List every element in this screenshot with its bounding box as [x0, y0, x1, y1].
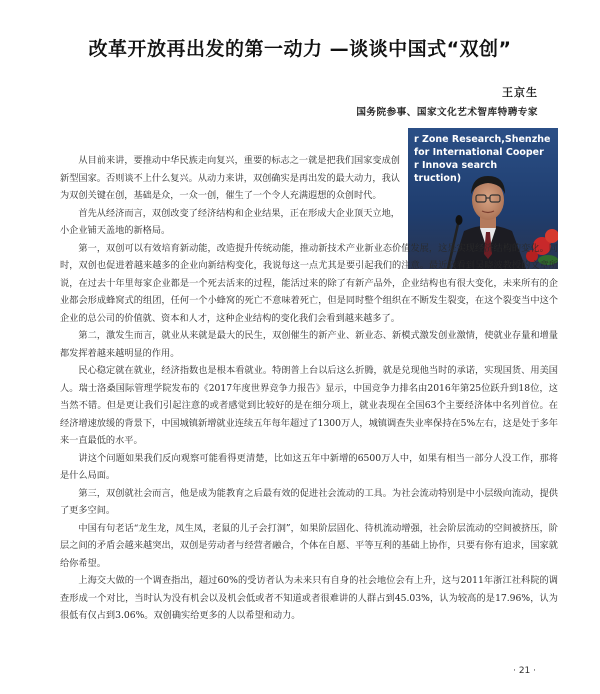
article-title: 改革开放再出发的第一动力 —谈谈中国式“双创”	[88, 38, 512, 60]
banner-line-4: truction)	[414, 173, 462, 184]
banner-line-3: r Innova search	[414, 160, 498, 171]
paragraph-8: 中国有句老话“龙生龙，凤生凤，老鼠的儿子会打洞”，如果阶层固化、待机流动增强，社会阶层流动的空间被挤压，阶层之间的矛盾会越来越突出，双创是劳动者与经营者融合，个体在自愿、平等互利的基础上协作，只要有你有追求，国家就给你希望。	[60, 522, 558, 569]
paragraph-9: 上海交大做的一个调查指出，超过60%的受访者认为未来只有自身的社会地位会有上升，这与2011年浙江社科院的调查形成一个对比，当时认为没有机会以及机会低或者不知道或者很难讲的人群占到45.03%，认为较高的是17.96%，认为很低有仅占到3.06%。双创确实给更多的人以希望和动力。	[60, 575, 558, 621]
banner-line-2: for International Cooper	[414, 147, 544, 158]
author-affiliation: 国务院参事、国家文化艺术智库特聘专家	[356, 107, 538, 118]
paragraph-3: 第一，双创可以有效培育新动能，改造提升传统动能，推动新技术产业新业态价值发展，这是实现经济结构的变化。同时，双创也促进着越来越多的企业向新结构变化，我说每这一点尤其是要引起我们的注意。最近我看到吴晓波教授的文章所说，在过去十年里每家企业都是一个死去活来的过程，能活过来的除了有新产品外，企业结构也有很大变化，未来所有的企业都会形成蜂窝式的组团，任何一个小蜂窝的死亡不意味着死亡，但是同时整个组织在不断发生裂变，在这个裂变当中这个企业的总公司的价值就、资本和人才，这种企业结构的变化我们会看到越来越多了。	[60, 242, 558, 324]
page-number: · 21 ·	[513, 666, 536, 676]
paragraph-2: 首先从经济而言，双创改变了经济结构和企业结果，正在形成大企业顶天立地，小企业铺天盖地的新格局。	[60, 207, 400, 236]
paragraph-4: 第二，激发生而言，就业从来就是最大的民生，双创催生的新产业、新业态、新模式激发创业激情，使就业存量和增量都发挥着越来越明显的作用。	[60, 330, 558, 359]
paragraph-6: 讲这个问题如果我们反向观察可能看得更清楚，比如这五年中新增的6500万人中，如果有相当一部分人没工作，那将是什么局面。	[60, 452, 558, 481]
article-body	[60, 152, 558, 625]
paragraph-1: 从目前来讲，要推动中华民族走向复兴，重要的标志之一就是把我们国家变成创新型国家。否则谈不上什么复兴。从动力来讲，双创确实是再出发的最大动力，我认为双创关键在创，基础是众，一众一创，催生了一个令人充满遐想的众创时代。	[60, 155, 400, 201]
author-name: 王京生	[502, 86, 538, 99]
paragraph-7: 第三，双创就社会而言，他是成为能教育之后最有效的促进社会流动的工具。为社会流动特别是中小层级向流动，提供了更多空间。	[60, 487, 558, 516]
paragraph-5: 民心稳定就在就业，经济指数也是根本看就业。特朗普上台以后这么折腾，就是兑现他当时的承诺，实现国货、用美国人。瑞士洛桑国际管理学院发布的《2017年度世界竞争力报告》显示，中国竞争力排名由2016年第25位跃升到18位，这当然不错。但是更让我们引起注意的或者感觉到比较好的是在细分项上，就业表现在全国63个主要经济体中名列首位。在经济增速放缓的背景下，中国城镇新增就业连续五年每年超过了1300万人，城镇调查失业率保持在5%左右，这是处于多年来一直最低的水平。	[60, 365, 558, 446]
banner-line-1: r Zone Research,Shenzhe	[414, 134, 551, 145]
